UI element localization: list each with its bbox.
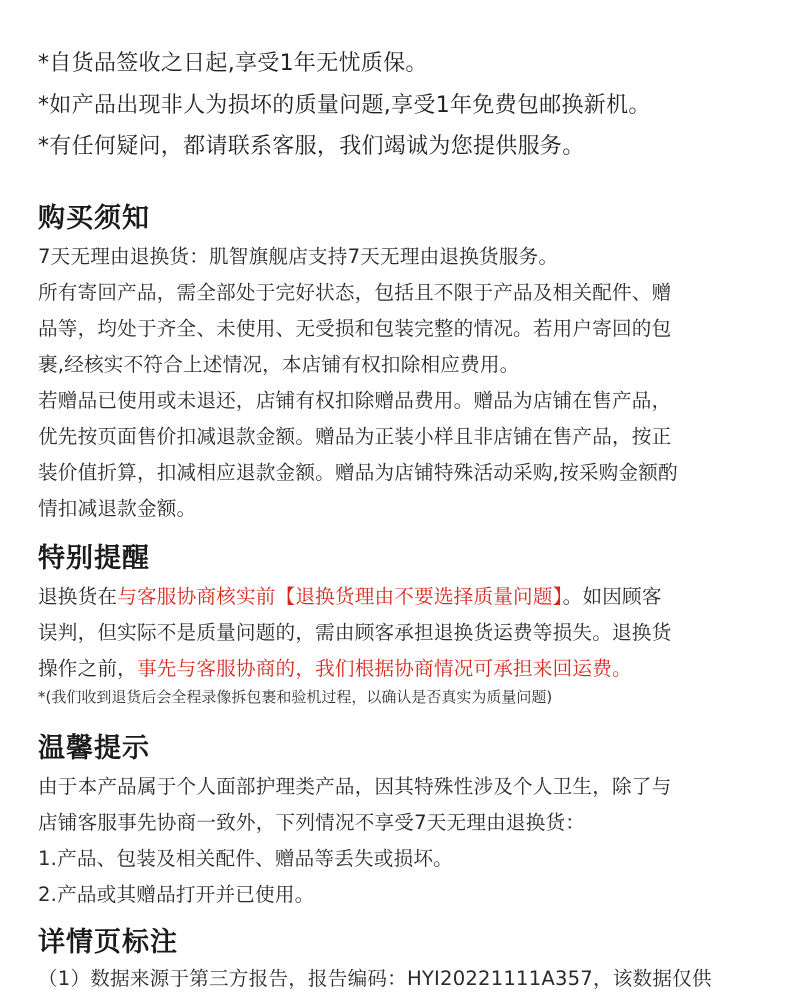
special-reminder-line-1 [38,580,662,609]
special-reminder-text: 退换货在 [38,585,118,608]
purchase-notice-line: 裹,经核实不符合上述情况，本店铺有权扣除相应费用。 [38,353,520,376]
warranty-line-1: *自货品签收之日起,享受1年无忧质保。 [38,51,428,76]
detail-notes-line-1: （1）数据来源于第三方报告，报告编码：HYI20221111A357，该数据仅供 [38,967,712,990]
warranty-line-3: *有任何疑问，都请联系客服，我们竭诚为您提供服务。 [38,134,585,159]
purchase-notice-line: 情扣减退款金额。 [38,497,197,520]
detail-notes-heading: 详情页标注 [38,927,178,958]
special-reminder-heading: 特别提醒 [38,543,150,574]
warm-tips-line: 店铺客服事先协商一致外，下列情况不享受7天无理由退换货： [38,811,586,834]
purchase-notice-line: 若赠品已使用或未退还，店铺有权扣除赠品费用。赠品为店铺在售产品， [38,389,672,412]
purchase-notice-heading: 购买须知 [38,203,150,234]
warm-tips-line: 2.产品或其赠品打开并已使用。 [38,883,315,906]
purchase-notice-line: 优先按页面售价扣减退款金额。赠品为正装小样且非店铺在售产品，按正 [38,425,672,448]
purchase-notice-line: 7天无理由退换货：肌智旗舰店支持7天无理由退换货服务。 [38,245,559,268]
warm-tips-heading: 温馨提示 [38,733,150,764]
special-reminder-text: 。如因顾客 [562,585,662,608]
warranty-line-2: *如产品出现非人为损坏的质量问题,享受1年免费包邮换新机。 [38,93,651,118]
special-reminder-highlight: 事先与客服协商的，我们根据协商情况可承担来回运费。 [136,657,632,680]
special-reminder-text: 操作之前， [38,657,137,680]
purchase-notice-line: 装价值折算，扣减相应退款金额。赠品为店铺特殊活动采购,按采购金额酌 [38,461,678,484]
warm-tips-line: 由于本产品属于个人面部护理类产品，因其特殊性涉及个人卫生，除了与 [38,775,672,798]
special-reminder-highlight: 与客服协商核实前【退换货理由不要选择质量问题】 [117,585,563,608]
special-reminder-line-2: 误判，但实际不是质量问题的，需由顾客承担退换货运费等损失。退换货 [38,621,672,644]
warm-tips-line: 1.产品、包装及相关配件、赠品等丢失或损坏。 [38,847,453,870]
purchase-notice-line: 品等，均处于齐全、未使用、无受损和包装完整的情况。若用户寄回的包 [38,317,672,340]
purchase-notice-line: 所有寄回产品，需全部处于完好状态，包括且不限于产品及相关配件、赠 [38,281,672,304]
special-reminder-note: *(我们收到退货后会全程录像拆包裹和验机过程，以确认是否真实为质量问题) [38,688,553,706]
special-reminder-line-3 [38,652,632,681]
